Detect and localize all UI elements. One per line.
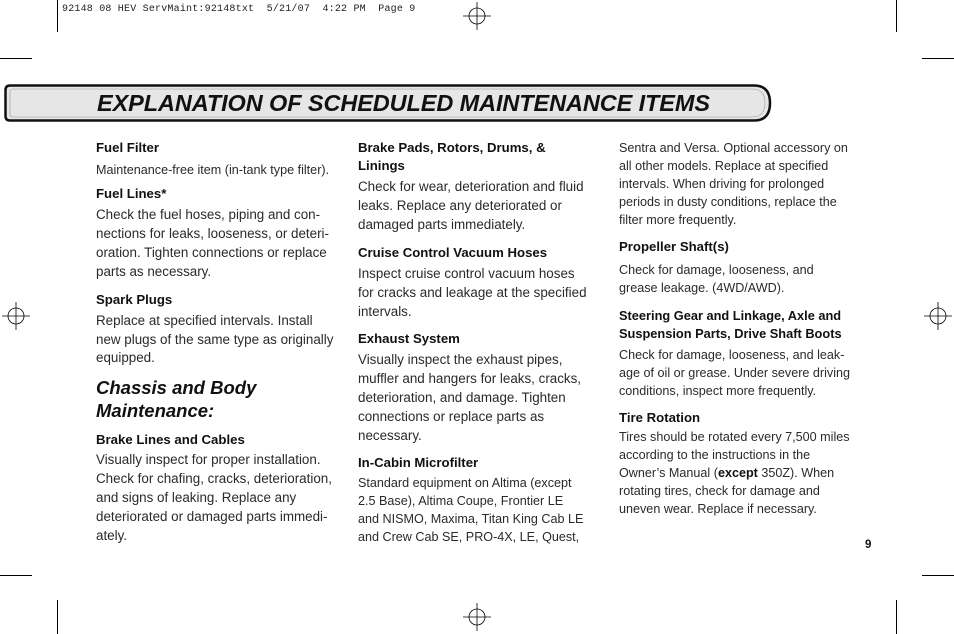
text-line: Tires should be rotated every 7,500 miles xyxy=(619,430,850,444)
text-line: Check for wear, deterioration and fluid xyxy=(358,179,584,194)
heading-line: Suspension Parts, Drive Shaft Boots xyxy=(619,326,842,341)
text-fragment: 350Z). When xyxy=(757,466,835,480)
text-brake-pads xyxy=(358,178,610,235)
crop-mark xyxy=(57,0,58,32)
print-slug: 92148 08 HEV ServMaint:92148txt 5/21/07 4:22 PM Page 9 xyxy=(62,4,416,15)
text-line: 2.5 Base), Altima Coupe, Frontier LE xyxy=(358,493,564,508)
text-line: for cracks and leakage at the specified xyxy=(358,284,587,300)
heading-fuel-lines: Fuel Lines* xyxy=(96,186,167,201)
crop-mark xyxy=(0,575,32,576)
text-line: Check for damage, looseness, and leak- xyxy=(619,348,845,362)
crop-mark xyxy=(922,575,954,576)
text-line: filter more frequently. xyxy=(619,213,737,227)
text-line: Visually inspect the exhaust pipes, xyxy=(358,352,563,368)
text-line: Replace at specified intervals. Install xyxy=(96,312,313,328)
text-cabin-filter-continued xyxy=(619,139,871,229)
text-line: according to the instructions in the xyxy=(619,448,811,462)
text-line: leaks. Replace any deteriorated or xyxy=(358,197,562,213)
text-line: Sentra and Versa. Optional accessory on xyxy=(619,141,848,155)
page-number: 9 xyxy=(865,539,872,551)
heading-brake-pads xyxy=(358,139,610,175)
text-line: ately. xyxy=(96,527,128,543)
text-brake-lines xyxy=(96,451,348,546)
text-line: conditions, inspect more frequently. xyxy=(619,384,817,398)
crop-mark xyxy=(896,0,897,32)
heading-cruise-control: Cruise Control Vacuum Hoses xyxy=(358,244,548,260)
registration-mark-icon xyxy=(924,302,952,330)
column-3 xyxy=(619,136,871,518)
text-spark-plugs xyxy=(96,312,348,369)
text-propeller-shaft xyxy=(619,261,871,297)
text-line: Check the fuel hoses, piping and con- xyxy=(96,207,321,222)
text-line: necessary. xyxy=(358,428,422,444)
heading-fuel-filter: Fuel Filter xyxy=(96,140,160,155)
text-line: Check for damage, looseness, and xyxy=(619,263,814,277)
text-line: Visually inspect for proper installation. xyxy=(96,452,321,468)
text-line: and signs of leaking. Replace any xyxy=(96,490,297,506)
text-cabin-filter xyxy=(358,474,610,546)
column-1 xyxy=(96,136,348,546)
text-fragment: Owner’s Manual ( xyxy=(619,466,718,480)
text-line: equipped. xyxy=(96,350,155,366)
text-line: connections or replace parts as xyxy=(358,409,545,425)
heading-steering xyxy=(619,307,871,343)
crop-mark xyxy=(896,600,897,634)
text-line: intervals. When driving for prolonged xyxy=(619,177,825,191)
text-line: rotating tires, check for damage and xyxy=(619,484,820,498)
text-line: new plugs of the same type as originally xyxy=(96,331,334,347)
text-steering xyxy=(619,346,871,400)
title-banner xyxy=(4,84,772,122)
text-line: age of oil or grease. Under severe driving xyxy=(619,366,851,380)
registration-mark-icon xyxy=(463,2,491,30)
registration-mark-icon xyxy=(463,603,491,631)
section-heading-chassis xyxy=(96,376,348,422)
text-line: all other models. Replace at specified xyxy=(619,159,829,173)
registration-mark-icon xyxy=(2,302,30,330)
text-cruise-control xyxy=(358,265,610,322)
text-line: parts as necessary. xyxy=(96,263,212,279)
text-line: oration. Tighten connections or replace xyxy=(96,244,327,260)
heading-brake-lines: Brake Lines and Cables xyxy=(96,432,245,448)
text-line: intervals. xyxy=(358,303,412,319)
text-line: Standard equipment on Altima (except xyxy=(358,475,572,490)
crop-mark xyxy=(922,58,954,59)
section-heading-line: Maintenance: xyxy=(96,400,215,422)
text-line: periods in dusty conditions, replace the xyxy=(619,195,837,209)
heading-line: Linings xyxy=(358,158,405,173)
heading-propeller-shaft: Propeller Shaft(s) xyxy=(619,239,729,254)
text-fuel-filter: Maintenance-free item (in-tank type filter). xyxy=(96,163,330,177)
text-line: grease leakage. (4WD/AWD). xyxy=(619,281,785,295)
heading-cabin-filter: In-Cabin Microfilter xyxy=(358,454,479,470)
text-line xyxy=(619,464,871,482)
heading-spark-plugs: Spark Plugs xyxy=(96,291,173,307)
text-line: deteriorated or damaged parts immedi- xyxy=(96,509,328,525)
text-line: and NISMO, Maxima, Titan King Cab LE xyxy=(358,511,584,526)
text-line: and Crew Cab SE, PRO-4X, LE, Quest, xyxy=(358,529,580,544)
text-line: deterioration, and damage. Tighten xyxy=(358,390,566,406)
text-tire-rotation xyxy=(619,428,871,518)
heading-exhaust: Exhaust System xyxy=(358,331,460,347)
text-fuel-lines xyxy=(96,206,348,282)
text-line: nections for leaks, looseness, or deteri- xyxy=(96,225,329,241)
crop-mark xyxy=(57,600,58,634)
heading-line: Steering Gear and Linkage, Axle and xyxy=(619,308,842,323)
text-exhaust xyxy=(358,351,610,446)
column-2 xyxy=(358,136,610,546)
text-line: Check for chafing, cracks, deterioration, xyxy=(96,471,332,487)
section-heading-line: Chassis and Body xyxy=(96,377,257,399)
heading-tire-rotation: Tire Rotation xyxy=(619,410,701,425)
page-title: EXPLANATION OF SCHEDULED MAINTENANCE ITEMS xyxy=(97,90,710,116)
text-line: Inspect cruise control vacuum hoses xyxy=(358,265,575,281)
text-line: muffler and hangers for leaks, cracks, xyxy=(358,371,582,387)
heading-line: Brake Pads, Rotors, Drums, & xyxy=(358,140,546,155)
text-emphasis: except xyxy=(717,466,758,480)
text-line: damaged parts immediately. xyxy=(358,216,526,232)
crop-mark xyxy=(0,58,32,59)
text-line: uneven wear. Replace if necessary. xyxy=(619,502,817,516)
